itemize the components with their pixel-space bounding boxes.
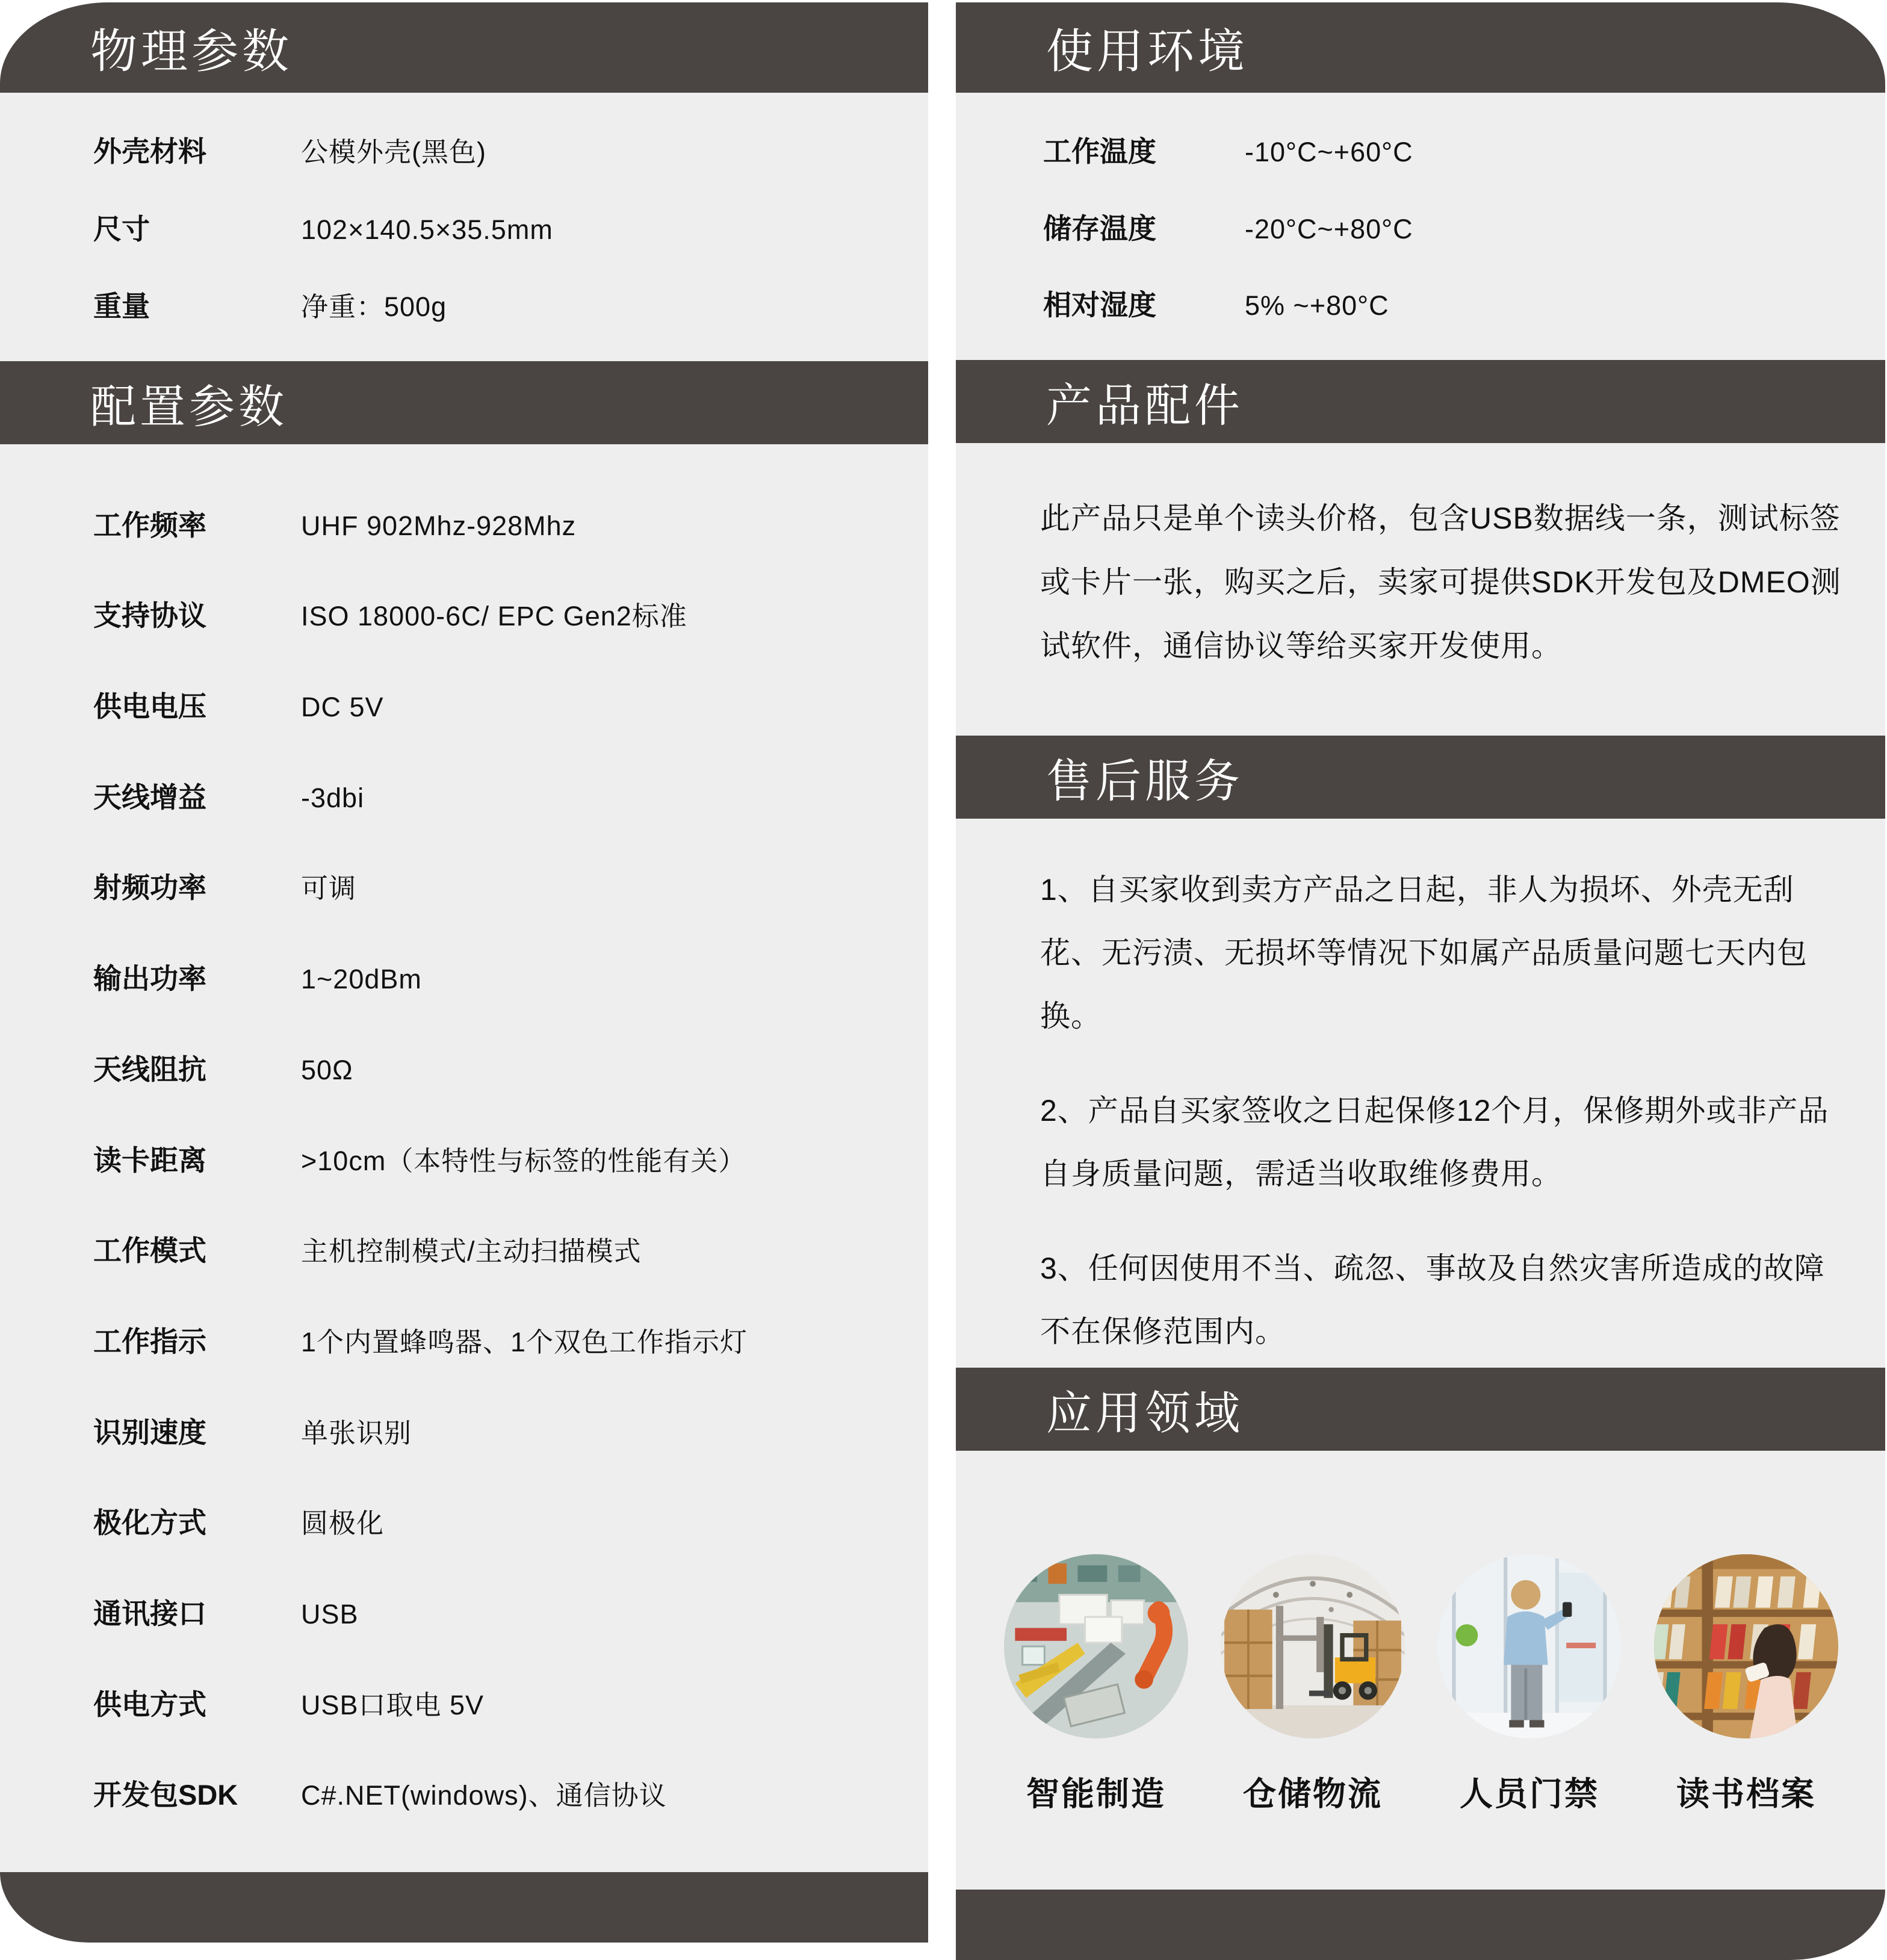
physical-params-table	[0, 93, 928, 361]
application-label: 智能制造	[1026, 1775, 1166, 1813]
spec-row	[0, 866, 928, 906]
service-item: 1、自买家收到卖方产品之日起，非人为损坏、外壳无刮花、无污渍、无损坏等情况下如属产品质量问题七天内包换。	[1040, 873, 1808, 1033]
spec-value: 圆极化	[301, 1508, 385, 1539]
section-title: 产品配件	[1046, 380, 1244, 432]
spec-row	[0, 1773, 928, 1813]
application-item	[1221, 1554, 1405, 1815]
spec-label: 供电方式	[93, 1688, 206, 1720]
spec-label: 支持协议	[93, 600, 206, 632]
service-section	[956, 819, 1885, 1368]
spec-label: 极化方式	[93, 1507, 206, 1539]
footer-bar-left	[0, 1872, 928, 1943]
application-label: 仓储物流	[1242, 1775, 1383, 1813]
spec-row	[0, 503, 928, 544]
spec-label: 射频功率	[93, 872, 206, 904]
spec-row	[0, 1320, 928, 1360]
spec-label: 输出功率	[93, 963, 206, 995]
library-photo-icon	[1654, 1554, 1838, 1738]
spec-value: 102×140.5×35.5mm	[301, 214, 553, 245]
access-control-photo-icon	[1437, 1554, 1622, 1738]
warehouse-photo-icon	[1221, 1554, 1405, 1738]
application-item	[1437, 1554, 1622, 1815]
application-label: 人员门禁	[1459, 1775, 1599, 1813]
environment-table	[956, 93, 1885, 360]
applications-row	[1004, 1554, 1838, 1815]
spec-label: 供电电压	[93, 690, 206, 723]
spec-row	[0, 284, 928, 324]
section-header-environment	[956, 2, 1885, 93]
section-title: 应用领域	[1046, 1388, 1244, 1439]
spec-row	[0, 957, 928, 997]
section-title: 配置参数	[90, 381, 288, 433]
spec-value: ISO 18000-6C/ EPC Gen2标准	[301, 601, 687, 632]
warehouse-photo-icon	[1221, 1554, 1405, 1738]
section-header-applications	[956, 1368, 1885, 1451]
accessories-text: 此产品只是单个读头价格，包含USB数据线一条，测试标签或卡片一张，购买之后，卖家可提供SDK开发包及DMEO测试软件，通信协议等给买家开发使用。	[1040, 501, 1841, 663]
spec-value: -20°C~+80°C	[1245, 213, 1413, 244]
spec-value: 1~20dBm	[301, 964, 422, 995]
spec-row	[0, 1592, 928, 1632]
spec-value: 50Ω	[301, 1054, 353, 1085]
spec-row	[0, 1682, 928, 1723]
spec-label: 工作模式	[93, 1235, 206, 1267]
section-title: 售后服务	[1046, 755, 1244, 807]
spec-row	[956, 129, 1885, 170]
application-item	[1654, 1554, 1838, 1815]
spec-row	[0, 129, 928, 170]
spec-row	[0, 1047, 928, 1088]
spec-row	[956, 283, 1885, 323]
spec-row	[0, 1410, 928, 1451]
spec-label: 工作温度	[1043, 135, 1156, 167]
spec-value: 可调	[301, 873, 357, 904]
spec-label: 重量	[93, 290, 150, 322]
spec-label: 开发包SDK	[93, 1779, 238, 1811]
spec-value: 净重：500g	[301, 291, 447, 322]
right-column	[956, 2, 1885, 1949]
spec-value: -3dbi	[301, 782, 365, 813]
spec-value: 1个内置蜂鸣器、1个双色工作指示灯	[301, 1326, 748, 1357]
application-item	[1004, 1554, 1188, 1815]
spec-value: 5% ~+80°C	[1245, 290, 1389, 321]
spec-label: 尺寸	[93, 212, 150, 245]
spec-label: 储存温度	[1043, 212, 1156, 244]
section-header-physical	[0, 2, 928, 93]
factory-photo-icon	[1004, 1554, 1188, 1738]
config-params-table	[0, 444, 928, 1872]
spec-row	[0, 775, 928, 816]
spec-label: 工作指示	[93, 1325, 206, 1357]
spec-value: C#.NET(windows)、通信协议	[301, 1780, 667, 1811]
spec-label: 外壳材料	[93, 135, 206, 168]
spec-row	[0, 1501, 928, 1541]
spec-value: DC 5V	[301, 692, 384, 723]
spec-label: 天线阻抗	[93, 1053, 206, 1085]
spec-label: 工作频率	[93, 509, 206, 541]
spec-value: -10°C~+60°C	[1245, 136, 1413, 167]
footer-bar-right	[956, 1890, 1885, 1960]
spec-label: 读卡距离	[93, 1144, 206, 1176]
spec-label: 相对湿度	[1043, 289, 1156, 321]
section-title: 使用环境	[1046, 25, 1249, 78]
spec-value: UHF 902Mhz-928Mhz	[301, 510, 577, 541]
spec-label: 天线增益	[93, 781, 206, 813]
accessories-section	[956, 443, 1885, 736]
spec-value: 主机控制模式/主动扫描模式	[301, 1236, 642, 1267]
left-column	[0, 2, 928, 1949]
section-title: 物理参数	[90, 25, 293, 78]
spec-label: 通讯接口	[93, 1597, 206, 1630]
spec-value: USB	[301, 1598, 359, 1630]
spec-value: USB口取电 5V	[301, 1689, 485, 1720]
spec-row	[0, 594, 928, 634]
spec-value: >10cm（本特性与标签的性能有关）	[301, 1145, 746, 1176]
section-header-accessories	[956, 360, 1885, 443]
spec-row	[0, 207, 928, 247]
application-label: 读书档案	[1676, 1775, 1816, 1813]
spec-label: 识别速度	[93, 1416, 206, 1448]
spec-value: 公模外壳(黑色)	[301, 137, 486, 168]
service-item: 3、任何因使用不当、疏忽、事故及自然灾害所造成的故障不在保修范围内。	[1040, 1251, 1825, 1348]
applications-section	[956, 1451, 1885, 1890]
spec-row	[0, 1229, 928, 1269]
spec-row	[0, 684, 928, 725]
spec-value: 单张识别	[301, 1417, 412, 1448]
spec-row	[0, 1138, 928, 1179]
service-item: 2、产品自买家签收之日起保修12个月，保修期外或非产品自身质量问题，需适当收取维修费用。	[1040, 1094, 1829, 1191]
section-header-service	[956, 736, 1885, 819]
library-photo-icon	[1654, 1554, 1838, 1738]
factory-photo-icon	[1004, 1554, 1188, 1738]
spec-row	[956, 206, 1885, 247]
section-header-config	[0, 361, 928, 444]
access-control-photo-icon	[1437, 1554, 1622, 1738]
